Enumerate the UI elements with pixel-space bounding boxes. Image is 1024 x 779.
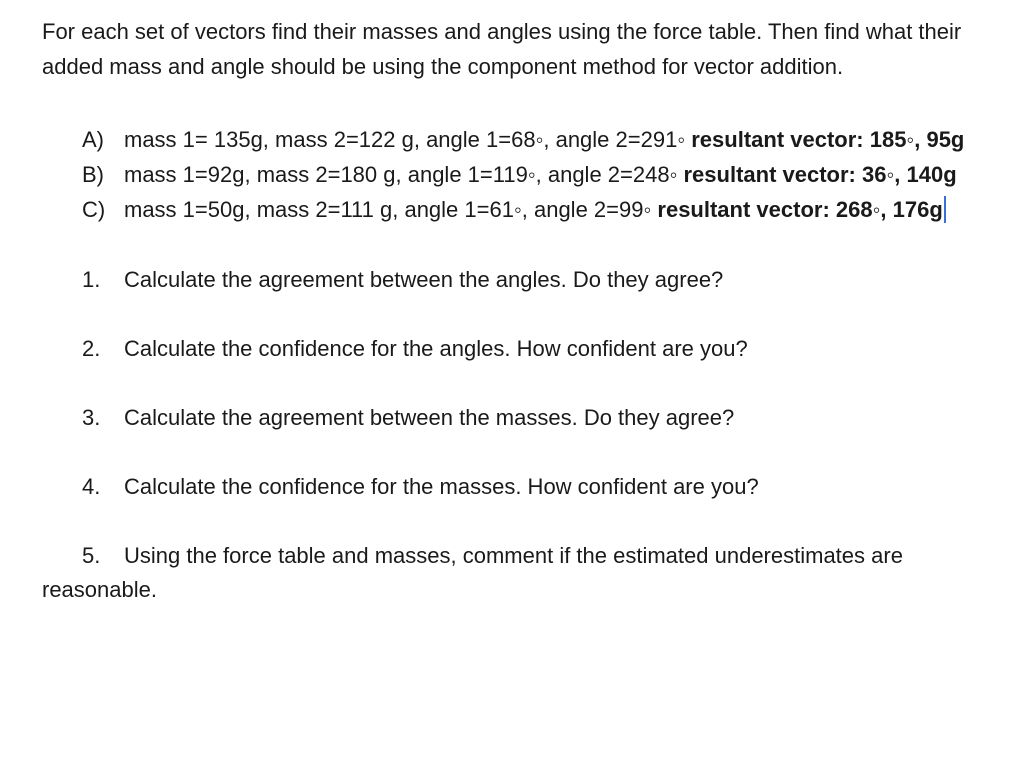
question-text: Calculate the agreement between the masses. Do they agree?	[124, 405, 735, 430]
list-marker: 3.	[82, 405, 101, 430]
list-marker: 2.	[82, 336, 101, 361]
resultant-vector: resultant vector: 185◦, 95g	[691, 127, 965, 152]
vector-set-list	[42, 123, 972, 227]
list-marker: 1.	[82, 267, 101, 292]
question-text: Calculate the agreement between the angles. Do they agree?	[124, 267, 724, 292]
list-marker: 4.	[82, 474, 101, 499]
list-marker: C)	[82, 197, 106, 222]
question-item	[42, 332, 972, 366]
resultant-vector: resultant vector: 36◦, 140g	[683, 162, 957, 187]
list-marker: A)	[82, 127, 104, 152]
question-item	[42, 401, 972, 435]
list-marker: 5.	[82, 543, 101, 568]
vector-set-text: mass 1=50g, mass 2=111 g, angle 1=61◦, angle 2=99◦	[124, 197, 658, 222]
question-text: Calculate the confidence for the masses. How confident are you?	[124, 474, 759, 499]
vector-set-item	[42, 158, 972, 192]
document-body[interactable]	[42, 14, 972, 607]
list-marker: B)	[82, 162, 104, 187]
question-item	[42, 470, 972, 504]
vector-set-item	[42, 123, 972, 157]
resultant-vector: resultant vector: 268◦, 176g	[657, 197, 943, 222]
question-list	[42, 263, 972, 504]
vector-set-text: mass 1=92g, mass 2=180 g, angle 1=119◦, angle 2=248◦	[124, 162, 684, 187]
vector-set-text: mass 1= 135g, mass 2=122 g, angle 1=68◦, angle 2=291◦	[124, 127, 692, 152]
intro-paragraph: For each set of vectors find their masses and angles using the force table. Then find what their added mass and angle should be using the component method for vector addition.	[42, 19, 962, 79]
question-item	[42, 263, 972, 297]
vector-set-item	[42, 193, 972, 227]
text-cursor[interactable]	[944, 196, 946, 223]
question-text: Calculate the confidence for the angles. How confident are you?	[124, 336, 748, 361]
question-item-wrapped	[42, 539, 972, 607]
question-text: Using the force table and masses, comment if the estimated underestimates are reasonable.	[42, 543, 903, 602]
